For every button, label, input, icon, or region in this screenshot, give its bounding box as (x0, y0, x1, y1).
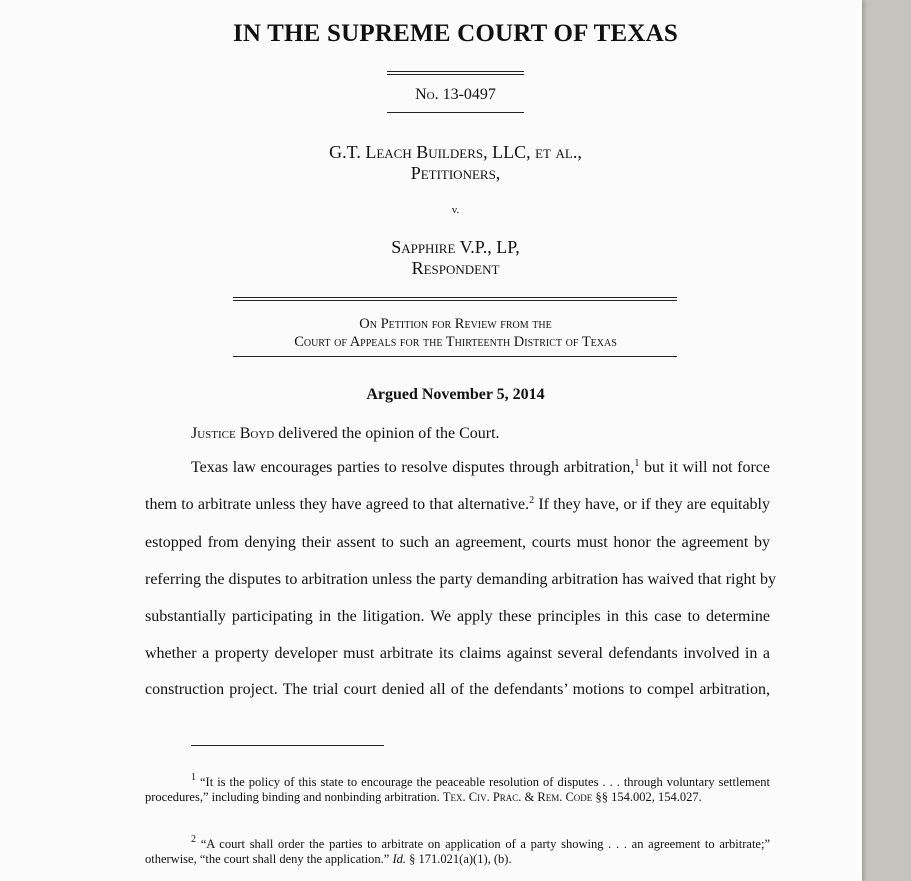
case-number-top-rule (387, 71, 524, 75)
court-title: IN THE SUPREME COURT OF TEXAS (232, 20, 679, 47)
body-line-5: substantially participating in the litigation. We apply these principles in this case to determine (145, 608, 770, 625)
footnote-separator (191, 745, 384, 746)
body-line-4: referring the disputes to arbitration unless the party demanding arbitration has waived that right by (145, 571, 776, 588)
body-text: but it will not force (639, 459, 770, 476)
footnote-1-text: “It is the policy of this state to encourage the peaceable resolution of disputes . . . through voluntary settlement procedures,” including binding and nonbinding arbitration. (145, 775, 770, 804)
footnote-2 (145, 834, 770, 867)
body-text: them to arbitrate unless they have agreed to that alternative. (145, 496, 530, 513)
body-line-2 (145, 496, 770, 518)
footnote-2-id: Id. (392, 852, 407, 866)
petitioner-role: Petitioners, (410, 163, 501, 183)
footnote-ref-2[interactable]: 2 (529, 495, 535, 506)
author-name: Justice Boyd (191, 425, 275, 442)
footnote-ref-1[interactable]: 1 (634, 458, 640, 469)
footnote-1 (145, 772, 770, 805)
body-line-1 (191, 459, 770, 481)
review-bottom-rule (233, 356, 677, 357)
case-number: No. 13-0497 (415, 86, 496, 103)
body-line-3: estopped from denying their assent to such an agreement, courts must honor the agreement by (145, 534, 770, 551)
respondent-name: Sapphire V.P., LP, (391, 237, 520, 257)
footnote-2-number: 2 (191, 834, 196, 845)
footnote-2-tail: § 171.021(a)(1), (b). (406, 852, 512, 866)
footnote-1-tail: §§ 154.002, 154.027. (592, 790, 702, 804)
body-text: Texas law encourages parties to resolve disputes through arbitration, (191, 459, 635, 476)
footnote-1-number: 1 (191, 772, 196, 783)
footnote-2-text: “A court shall order the parties to arbitrate on application of a party showing . . . an agreement to arbitrate;” otherwise, “the court shall deny the application.” (145, 837, 770, 866)
review-line-2: Court of Appeals for the Thirteenth District of Texas (294, 334, 617, 350)
petitioner-name: G.T. Leach Builders, LLC, et al., (329, 142, 582, 162)
review-line-1: On Petition for Review from the (359, 316, 552, 332)
opinion-intro-text: delivered the opinion of the Court. (274, 425, 500, 442)
versus-label: v. (451, 204, 460, 216)
respondent-role: Respondent (411, 258, 500, 278)
review-top-rule (233, 297, 677, 301)
argued-date: Argued November 5, 2014 (366, 386, 545, 403)
body-line-6: whether a property developer must arbitrate its claims against several defendants involved in a (145, 645, 770, 662)
footnote-1-citation: Tex. Civ. Prac. & Rem. Code (442, 790, 593, 804)
body-line-7: construction project. The trial court denied all of the defendants’ motions to compel arbitration, (145, 681, 770, 698)
case-number-bottom-rule (387, 112, 524, 113)
opinion-intro (191, 425, 816, 447)
body-text: If they have, or if they are equitably (534, 496, 771, 513)
